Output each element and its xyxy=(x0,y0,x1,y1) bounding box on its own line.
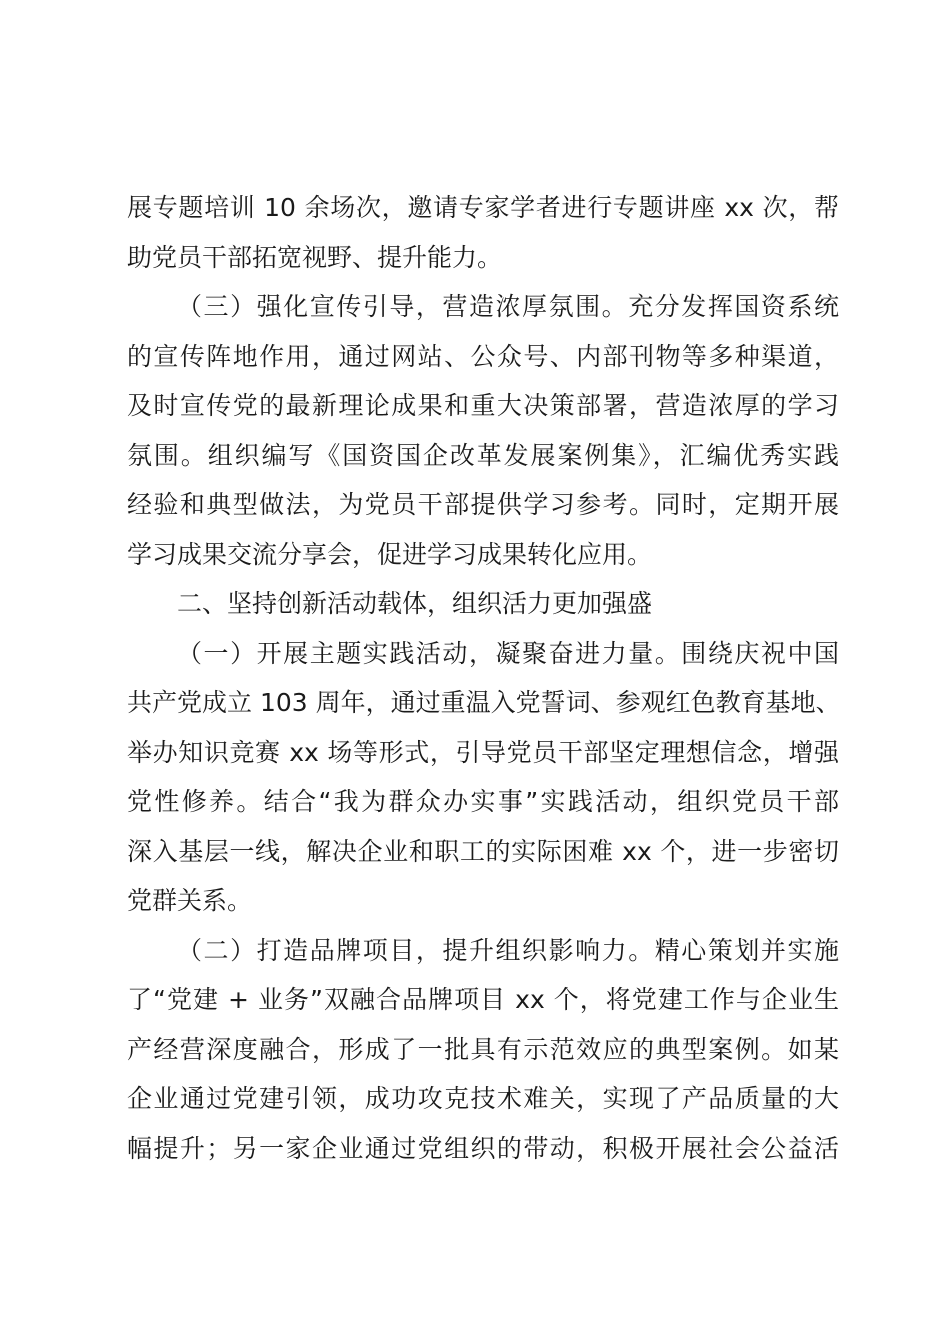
text-line: 企业通过党建引领，成功攻克技术难关，实现了产品质量的大 xyxy=(127,1084,839,1113)
text-line: 的宣传阵地作用，通过网站、公众号、内部刊物等多种渠道， xyxy=(127,341,839,371)
text-line: 经验和典型做法，为党员干部提供学习参考。同时，定期开展 xyxy=(127,490,839,519)
text-line: 氛围。组织编写《国资国企改革发展案例集》，汇编优秀实践 xyxy=(127,440,839,470)
section-heading: 二、坚持创新活动载体，组织活力更加强盛 xyxy=(177,589,653,618)
text-line: 产经营深度融合，形成了一批具有示范效应的典型案例。如某 xyxy=(127,1034,839,1064)
text-line: 及时宣传党的最新理论成果和重大决策部署，营造浓厚的学习 xyxy=(127,391,839,420)
paragraph-start-line: （三）强化宣传引导，营造浓厚氛围。充分发挥国资系统 xyxy=(177,292,839,321)
text-line: 深入基层一线，解决企业和职工的实际困难 xx 个，进一步密切 xyxy=(127,836,839,866)
text-line: 学习成果交流分享会，促进学习成果转化应用。 xyxy=(127,539,653,569)
text-line: 党性修养。结合“我为群众办实事”实践活动，组织党员干部 xyxy=(127,787,839,816)
text-line: 举办知识竞赛 xx 场等形式，引导党员干部坚定理想信念，增强 xyxy=(127,737,839,767)
paragraph-start-line: （一）开展主题实践活动，凝聚奋进力量。围绕庆祝中国 xyxy=(177,638,839,668)
text-line: 展专题培训 10 余场次，邀请专家学者进行专题讲座 xx 次，帮 xyxy=(127,193,839,222)
text-line: 助党员干部拓宽视野、提升能力。 xyxy=(127,242,503,272)
paragraph-start-line: （二）打造品牌项目，提升组织影响力。精心策划并实施 xyxy=(177,935,839,965)
text-line: 幅提升；另一家企业通过党组织的带动，积极开展社会公益活 xyxy=(127,1133,839,1163)
text-line: 党群关系。 xyxy=(127,886,253,915)
text-line: 共产党成立 103 周年，通过重温入党誓词、参观红色教育基地、 xyxy=(127,688,841,717)
text-line: 了“党建 + 业务”双融合品牌项目 xx 个，将党建工作与企业生 xyxy=(127,985,839,1014)
document-body xyxy=(127,183,839,1173)
